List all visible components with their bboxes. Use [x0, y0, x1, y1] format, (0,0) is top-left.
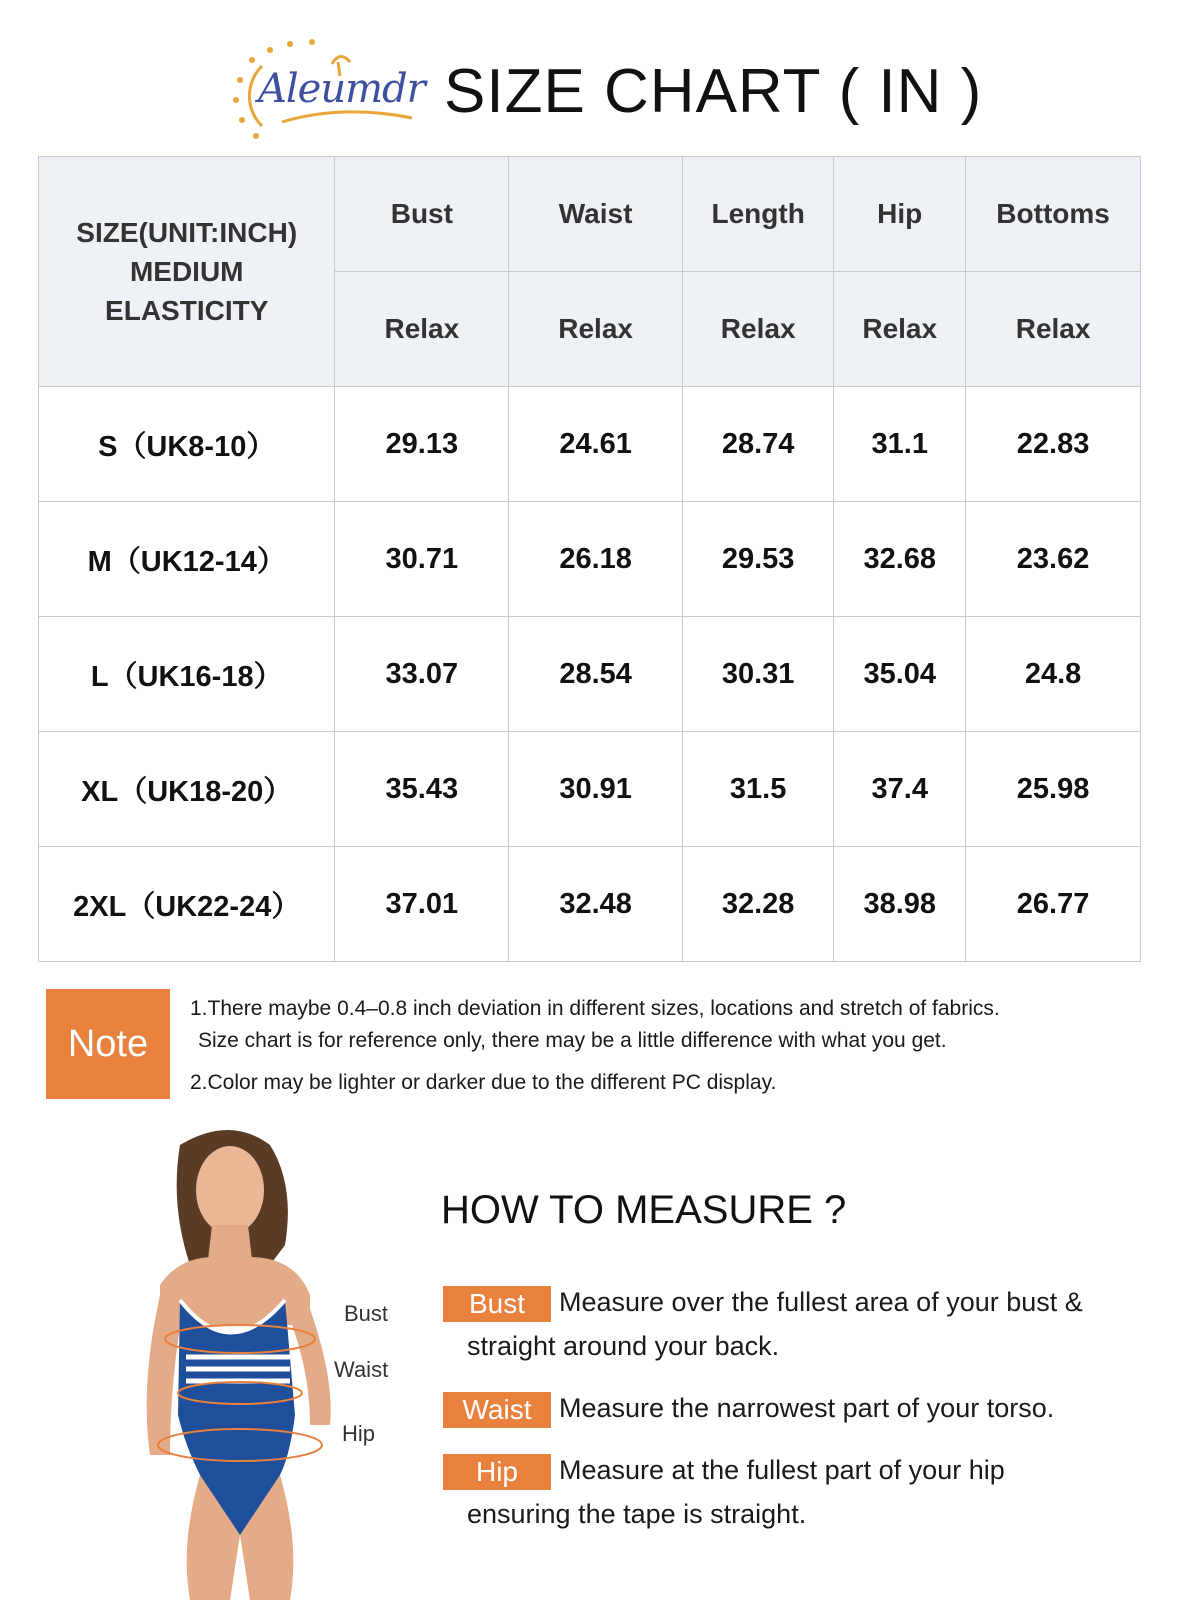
value-cell: 37.01	[335, 847, 509, 962]
value-cell: 31.1	[834, 387, 966, 502]
model-label-bust: Bust	[344, 1301, 389, 1326]
measure-item-hip	[443, 1448, 1143, 1536]
value-cell: 25.98	[966, 732, 1141, 847]
value-cell: 31.5	[683, 732, 834, 847]
model-label-hip: Hip	[342, 1421, 376, 1446]
value-cell: 26.77	[966, 847, 1141, 962]
measure-tag: Hip	[443, 1454, 551, 1490]
size-cell: 2XL（UK22-24）	[39, 847, 335, 962]
value-cell: 28.54	[509, 617, 683, 732]
value-cell: 32.68	[834, 502, 966, 617]
value-cell: 30.31	[683, 617, 834, 732]
size-header-line: MEDIUM	[129, 256, 244, 287]
header	[0, 28, 1181, 148]
table-row	[39, 847, 1141, 962]
note-line: 1.There maybe 0.4–0.8 inch deviation in different sizes, locations and stretch of fabrics.	[190, 997, 1000, 1020]
value-cell: 35.04	[834, 617, 966, 732]
size-cell: L（UK16-18）	[39, 617, 335, 732]
table-header-row	[39, 157, 1141, 272]
brand-logo	[222, 36, 425, 146]
measure-tag: Waist	[443, 1392, 551, 1428]
value-cell: 33.07	[335, 617, 509, 732]
measure-text: ensuring the tape is straight.	[467, 1499, 807, 1529]
value-cell: 29.53	[683, 502, 834, 617]
model-label-waist: Waist	[334, 1357, 389, 1382]
note-text	[190, 993, 1000, 1099]
measure-tag: Bust	[443, 1286, 551, 1322]
brand-name: Aleumdr	[258, 66, 425, 112]
subheader-relax: Relax	[966, 272, 1141, 387]
measure-text: Measure at the fullest part of your hip	[559, 1455, 1005, 1485]
value-cell: 37.4	[834, 732, 966, 847]
how-to-measure-title: HOW TO MEASURE ?	[441, 1188, 847, 1232]
column-header-length: Length	[683, 157, 834, 272]
size-header-cell	[39, 157, 335, 387]
subheader-relax: Relax	[683, 272, 834, 387]
subheader-relax: Relax	[335, 272, 509, 387]
value-cell: 24.61	[509, 387, 683, 502]
subheader-relax: Relax	[834, 272, 966, 387]
value-cell: 30.71	[335, 502, 509, 617]
model-illustration	[120, 1125, 420, 1600]
value-cell: 38.98	[834, 847, 966, 962]
note-line: 2.Color may be lighter or darker due to the different PC display.	[190, 1071, 777, 1094]
value-cell: 28.74	[683, 387, 834, 502]
size-cell: S（UK8-10）	[39, 387, 335, 502]
size-cell: M（UK12-14）	[39, 502, 335, 617]
column-header-hip: Hip	[834, 157, 966, 272]
measure-text: straight around your back.	[467, 1331, 780, 1361]
table-row	[39, 732, 1141, 847]
table-row	[39, 617, 1141, 732]
size-header-line: ELASTICITY	[105, 295, 269, 326]
value-cell: 23.62	[966, 502, 1141, 617]
column-header-bottoms: Bottoms	[966, 157, 1141, 272]
note-badge: Note	[46, 989, 170, 1099]
size-chart-table	[38, 156, 1141, 962]
value-cell: 24.8	[966, 617, 1141, 732]
size-cell: XL（UK18-20）	[39, 732, 335, 847]
table-row	[39, 387, 1141, 502]
table-row	[39, 502, 1141, 617]
value-cell: 35.43	[335, 732, 509, 847]
value-cell: 22.83	[966, 387, 1141, 502]
measure-item-waist	[443, 1386, 1143, 1430]
value-cell: 29.13	[335, 387, 509, 502]
measure-text: Measure the narrowest part of your torso.	[559, 1393, 1055, 1423]
subheader-relax: Relax	[509, 272, 683, 387]
value-cell: 32.48	[509, 847, 683, 962]
value-cell: 30.91	[509, 732, 683, 847]
column-header-bust: Bust	[335, 157, 509, 272]
measure-item-bust	[443, 1280, 1143, 1368]
measure-text: Measure over the fullest area of your bust &	[559, 1287, 1083, 1317]
value-cell: 32.28	[683, 847, 834, 962]
note-line: Size chart is for reference only, there may be a little difference with what you get.	[198, 1029, 947, 1052]
column-header-waist: Waist	[509, 157, 683, 272]
page-title: SIZE CHART ( IN )	[444, 57, 983, 126]
size-header-line: SIZE(UNIT:INCH)	[76, 217, 298, 248]
value-cell: 26.18	[509, 502, 683, 617]
